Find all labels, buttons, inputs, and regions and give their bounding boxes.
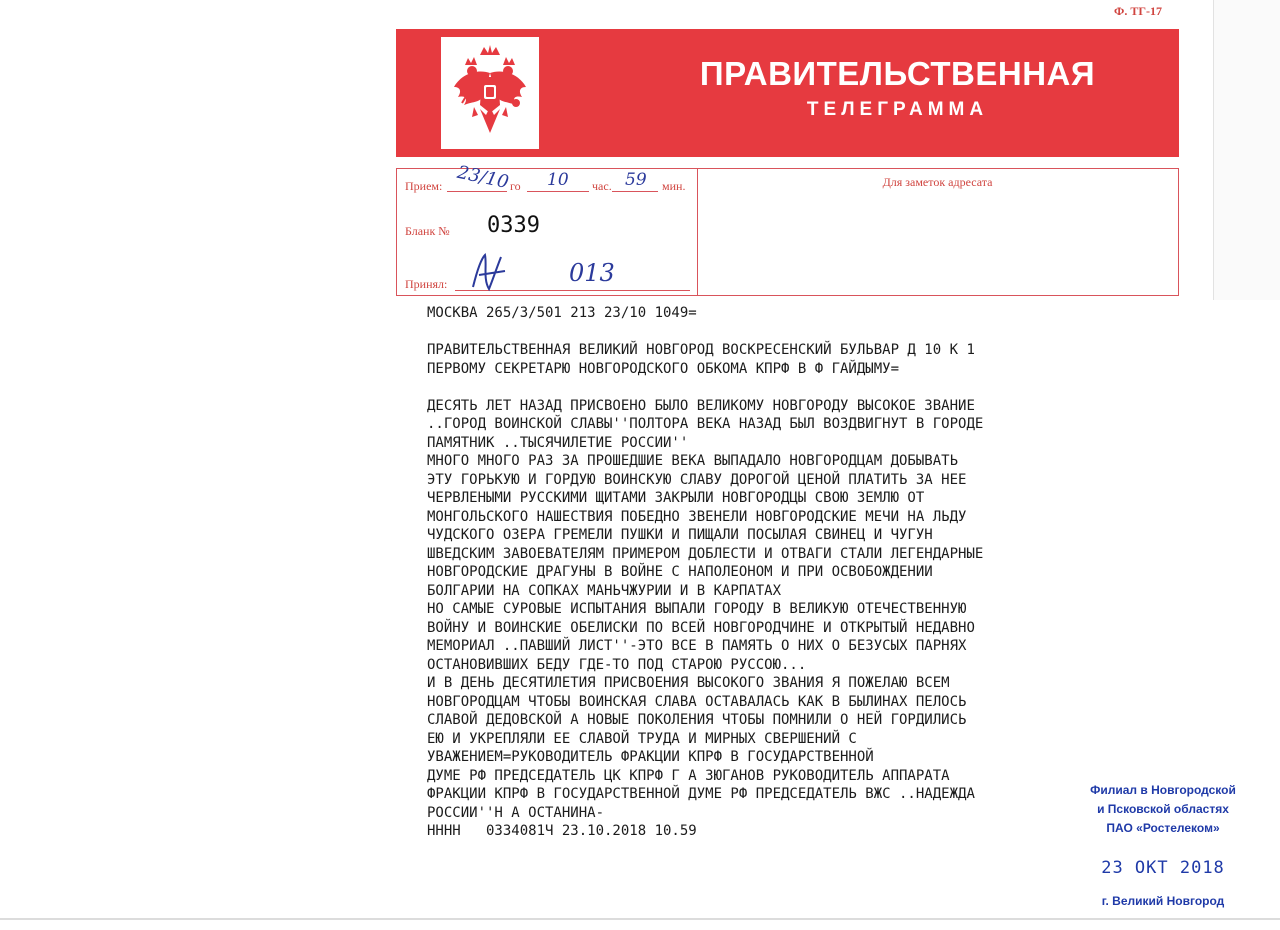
telegram-line: И В ДЕНЬ ДЕСЯТИЛЕТИЯ ПРИСВОЕНИЯ ВЫСОКОГО ЗВАНИЯ Я ПОЖЕЛАЮ ВСЕМ [427,675,950,691]
received-min-value: 59 [625,170,647,190]
post-stamp [1068,781,1258,908]
blank-line [427,378,983,397]
signature-scribble [467,251,517,293]
stamp-region: и Псковской областях [1097,802,1229,816]
banner-subtitle: ТЕЛЕГРАММА [806,99,989,120]
telegram-line: МЕМОРИАЛ ..ПАВШИЙ ЛИСТ''-ЭТО ВСЕ В ПАМЯТЬ О НИХ О БЕЗУСЫХ ПАРНЯХ [427,638,967,654]
double-headed-eagle-icon [441,37,539,149]
hour-label: час. [592,179,612,193]
telegram-line: УВАЖЕНИЕМ=РУКОВОДИТЕЛЬ ФРАКЦИИ КПРФ В ГОСУДАРСТВЕННОЙ [427,749,874,765]
telegram-line: МОНГОЛЬСКОГО НАШЕСТВИЯ ПОБЕДНО ЗВЕНЕЛИ НОВГОРОДСКИЕ МЕЧИ НА ЛЬДУ [427,508,967,525]
received-hour-value: 10 [547,170,569,190]
go-label: го [510,179,521,193]
accepted-code: 013 [569,259,615,287]
telegram-line: ОСТАНОВИВШИХ БЕДУ ГДЕ-ТО ПОД СТАРОЮ РУССОЮ... [427,656,807,673]
telegram-line: ДЕСЯТЬ ЛЕТ НАЗАД ПРИСВОЕНО БЫЛО ВЕЛИКОМУ НОВГОРОДУ ВЫСОКОЕ ЗВАНИЕ [427,397,975,414]
received-day-value: 23/10 [455,161,511,194]
received-min-line [612,191,658,192]
form-code: Ф. ТГ-17 [1114,4,1162,18]
telegram-line: РОССИИ''Н А ОСТАНИНА- [427,804,605,821]
telegram-line: ЭТУ ГОРЬКУЮ И ГОРДУЮ ВОИНСКУЮ СЛАВУ ДОРОГОЙ ЦЕНОЙ ПЛАТИТЬ ЗА НЕЕ [427,471,967,488]
telegram-line: МОСКВА 265/3/501 213 23/10 1049= [427,305,697,321]
stamp-date: 23 ОКТ 2018 [1101,858,1225,878]
page-fold-edge [1213,0,1280,300]
blank-line [427,323,983,342]
telegram-line: ПЕРВОМУ СЕКРЕТАРЮ НОВГОРОДСКОГО ОБКОМА КПРФ В Ф ГАЙДЫМУ= [427,360,900,377]
telegram-line: НО САМЫЕ СУРОВЫЕ ИСПЫТАНИЯ ВЫПАЛИ ГОРОДУ В ВЕЛИКУЮ ОТЕЧЕСТВЕННУЮ [427,601,967,617]
stamp-branch: Филиал в Новгородской [1090,783,1236,797]
telegram-line: ..ГОРОД ВОИНСКОЙ СЛАВЫ''ПОЛТОРА ВЕКА НАЗАД БЫЛ ВОЗДВИГНУТ В ГОРОДЕ [427,416,984,432]
telegram-line: НННН 0334081Ч 23.10.2018 10.59 [427,823,697,839]
telegram-line: ЧУДСКОГО ОЗЕРА ГРЕМЕЛИ ПУШКИ И ПИЩАЛИ ПОСЫЛАЯ СВИНЕЦ И ЧУГУН [427,527,933,543]
telegram-line: ЧЕРВЛЕНЫМИ РУССКИМИ ЩИТАМИ ЗАКРЫЛИ НОВГОРОДЦЫ СВОЮ ЗЕМЛЮ ОТ [427,490,925,506]
notes-label: Для заметок адресата [882,175,993,189]
min-label: мин. [662,179,686,193]
page-bottom-edge [0,918,1280,920]
telegram-line: МНОГО МНОГО РАЗ ЗА ПРОШЕДШИЕ ВЕКА ВЫПАДАЛО НОВГОРОДЦАМ ДОБЫВАТЬ [427,453,959,469]
telegram-line: ПАМЯТНИК ..ТЫСЯЧИЛЕТИЕ РОССИИ'' [427,434,689,451]
telegram-line: ЕЮ И УКРЕПЛЯЛИ ЕЕ СЛАВОЙ ТРУДА И МИРНЫХ СВЕРШЕНИЙ С [427,730,857,747]
accepted-label: Принял: [405,277,448,291]
telegram-line: НОВГОРОДСКИЕ ДРАГУНЫ В ВОЙНЕ С НАПОЛЕОНОМ И ПРИ ОСВОБОЖДЕНИИ [427,564,933,580]
blank-label: Бланк № [405,224,450,238]
telegram-line: БОЛГАРИИ НА СОПКАХ МАНЬЧЖУРИИ И В КАРПАТАХ [427,582,782,599]
received-label: Прием: [405,179,443,193]
telegram-line: ВОЙНУ И ВОИНСКИЕ ОБЕЛИСКИ ПО ВСЕЙ НОВГОРОДЧИНЕ И ОТКРЫТЫЙ НЕДАВНО [427,619,975,636]
stamp-company: ПАО «Ростелеком» [1106,821,1220,835]
telegram-line: СЛАВОЙ ДЕДОВСКОЙ А НОВЫЕ ПОКОЛЕНИЯ ЧТОБЫ ПОМНИЛИ О НЕЙ ГОРДИЛИСЬ [427,712,967,728]
received-hour-line [527,191,589,192]
telegram-line: ШВЕДСКИМ ЗАВОЕВАТЕЛЯМ ПРИМЕРОМ ДОБЛЕСТИ И ОТВАГИ СТАЛИ ЛЕГЕНДАРНЫЕ [427,545,984,562]
banner-title: ПРАВИТЕЛЬСТВЕННАЯ [699,55,1096,92]
reception-form-left [397,161,698,295]
telegram-line: ФРАКЦИИ КПРФ В ГОСУДАРСТВЕННОЙ ДУМЕ РФ ПРЕДСЕДАТЕЛЬ ВЖС ..НАДЕЖДА [427,786,975,802]
telegram-line: НОВГОРОДЦАМ ЧТОБЫ ВОИНСКАЯ СЛАВА ОСТАВАЛАСЬ КАК В БЫЛИНАХ ПЕЛОСЬ [427,693,967,710]
blank-number: 0339 [487,213,540,238]
telegram-line: ДУМЕ РФ ПРЕДСЕДАТЕЛЬ ЦК КПРФ Г А ЗЮГАНОВ РУКОВОДИТЕЛЬ АППАРАТА [427,767,950,784]
header-banner [396,29,1179,157]
telegram-body [427,304,983,841]
stamp-city: г. Великий Новгород [1101,894,1225,908]
reception-form [396,161,1179,296]
telegram-line: ПРАВИТЕЛЬСТВЕННАЯ ВЕЛИКИЙ НОВГОРОД ВОСКРЕСЕНСКИЙ БУЛЬВАР Д 10 К 1 [427,342,975,358]
